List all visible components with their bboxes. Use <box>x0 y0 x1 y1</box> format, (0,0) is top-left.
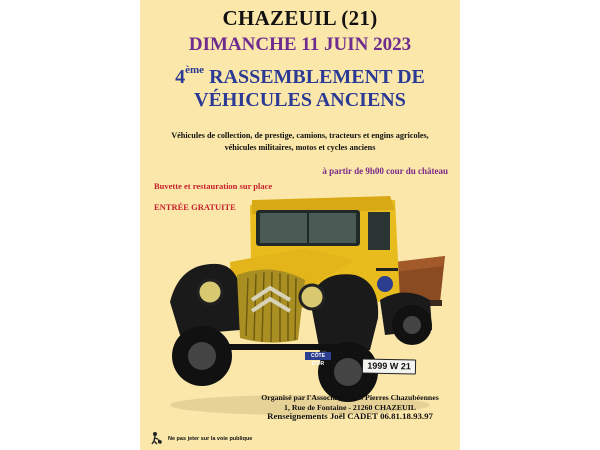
no-litter-icon <box>149 431 165 445</box>
town-heading: CHAZEUIL (21) <box>222 6 378 30</box>
organizer-contact: Renseignements Joël CADET 06.81.18.93.97 <box>267 411 433 421</box>
organizer-info <box>250 393 450 422</box>
vintage-truck-illustration <box>140 0 460 450</box>
description-line-1: Véhicules de collection, de prestige, camions, tracteurs et engins agricoles, <box>171 131 429 140</box>
event-title-line2: VÉHICULES ANCIENS <box>194 89 406 111</box>
buvette-notice: Buvette et restauration sur place <box>154 181 273 191</box>
event-poster <box>140 0 460 450</box>
license-plate: 1999 W 21 <box>362 359 416 375</box>
no-litter-notice: Ne pas jeter sur la voie publique <box>168 436 253 442</box>
time-place: à partir de 9h00 cour du château <box>322 166 448 176</box>
title-ordinal: 4 <box>175 66 186 88</box>
title-text-line1: RASSEMBLEMENT DE <box>209 66 425 88</box>
title-ordinal-suffix: ème <box>185 64 205 77</box>
organizer-line-1: Organisé par l'Association Les Pierres Chazubéennes <box>261 393 439 402</box>
organizer-line-2: 1, Rue de Fontaine - 21260 CHAZEUIL <box>284 402 416 412</box>
event-date: DIMANCHE 11 JUIN 2023 <box>188 34 412 55</box>
description-line-2: véhicules militaires, motos et cycles anciens <box>224 143 376 152</box>
department-badge: CÔTE D'OR <box>305 352 331 360</box>
free-entry: ENTRÉE GRATUITE <box>154 202 236 212</box>
